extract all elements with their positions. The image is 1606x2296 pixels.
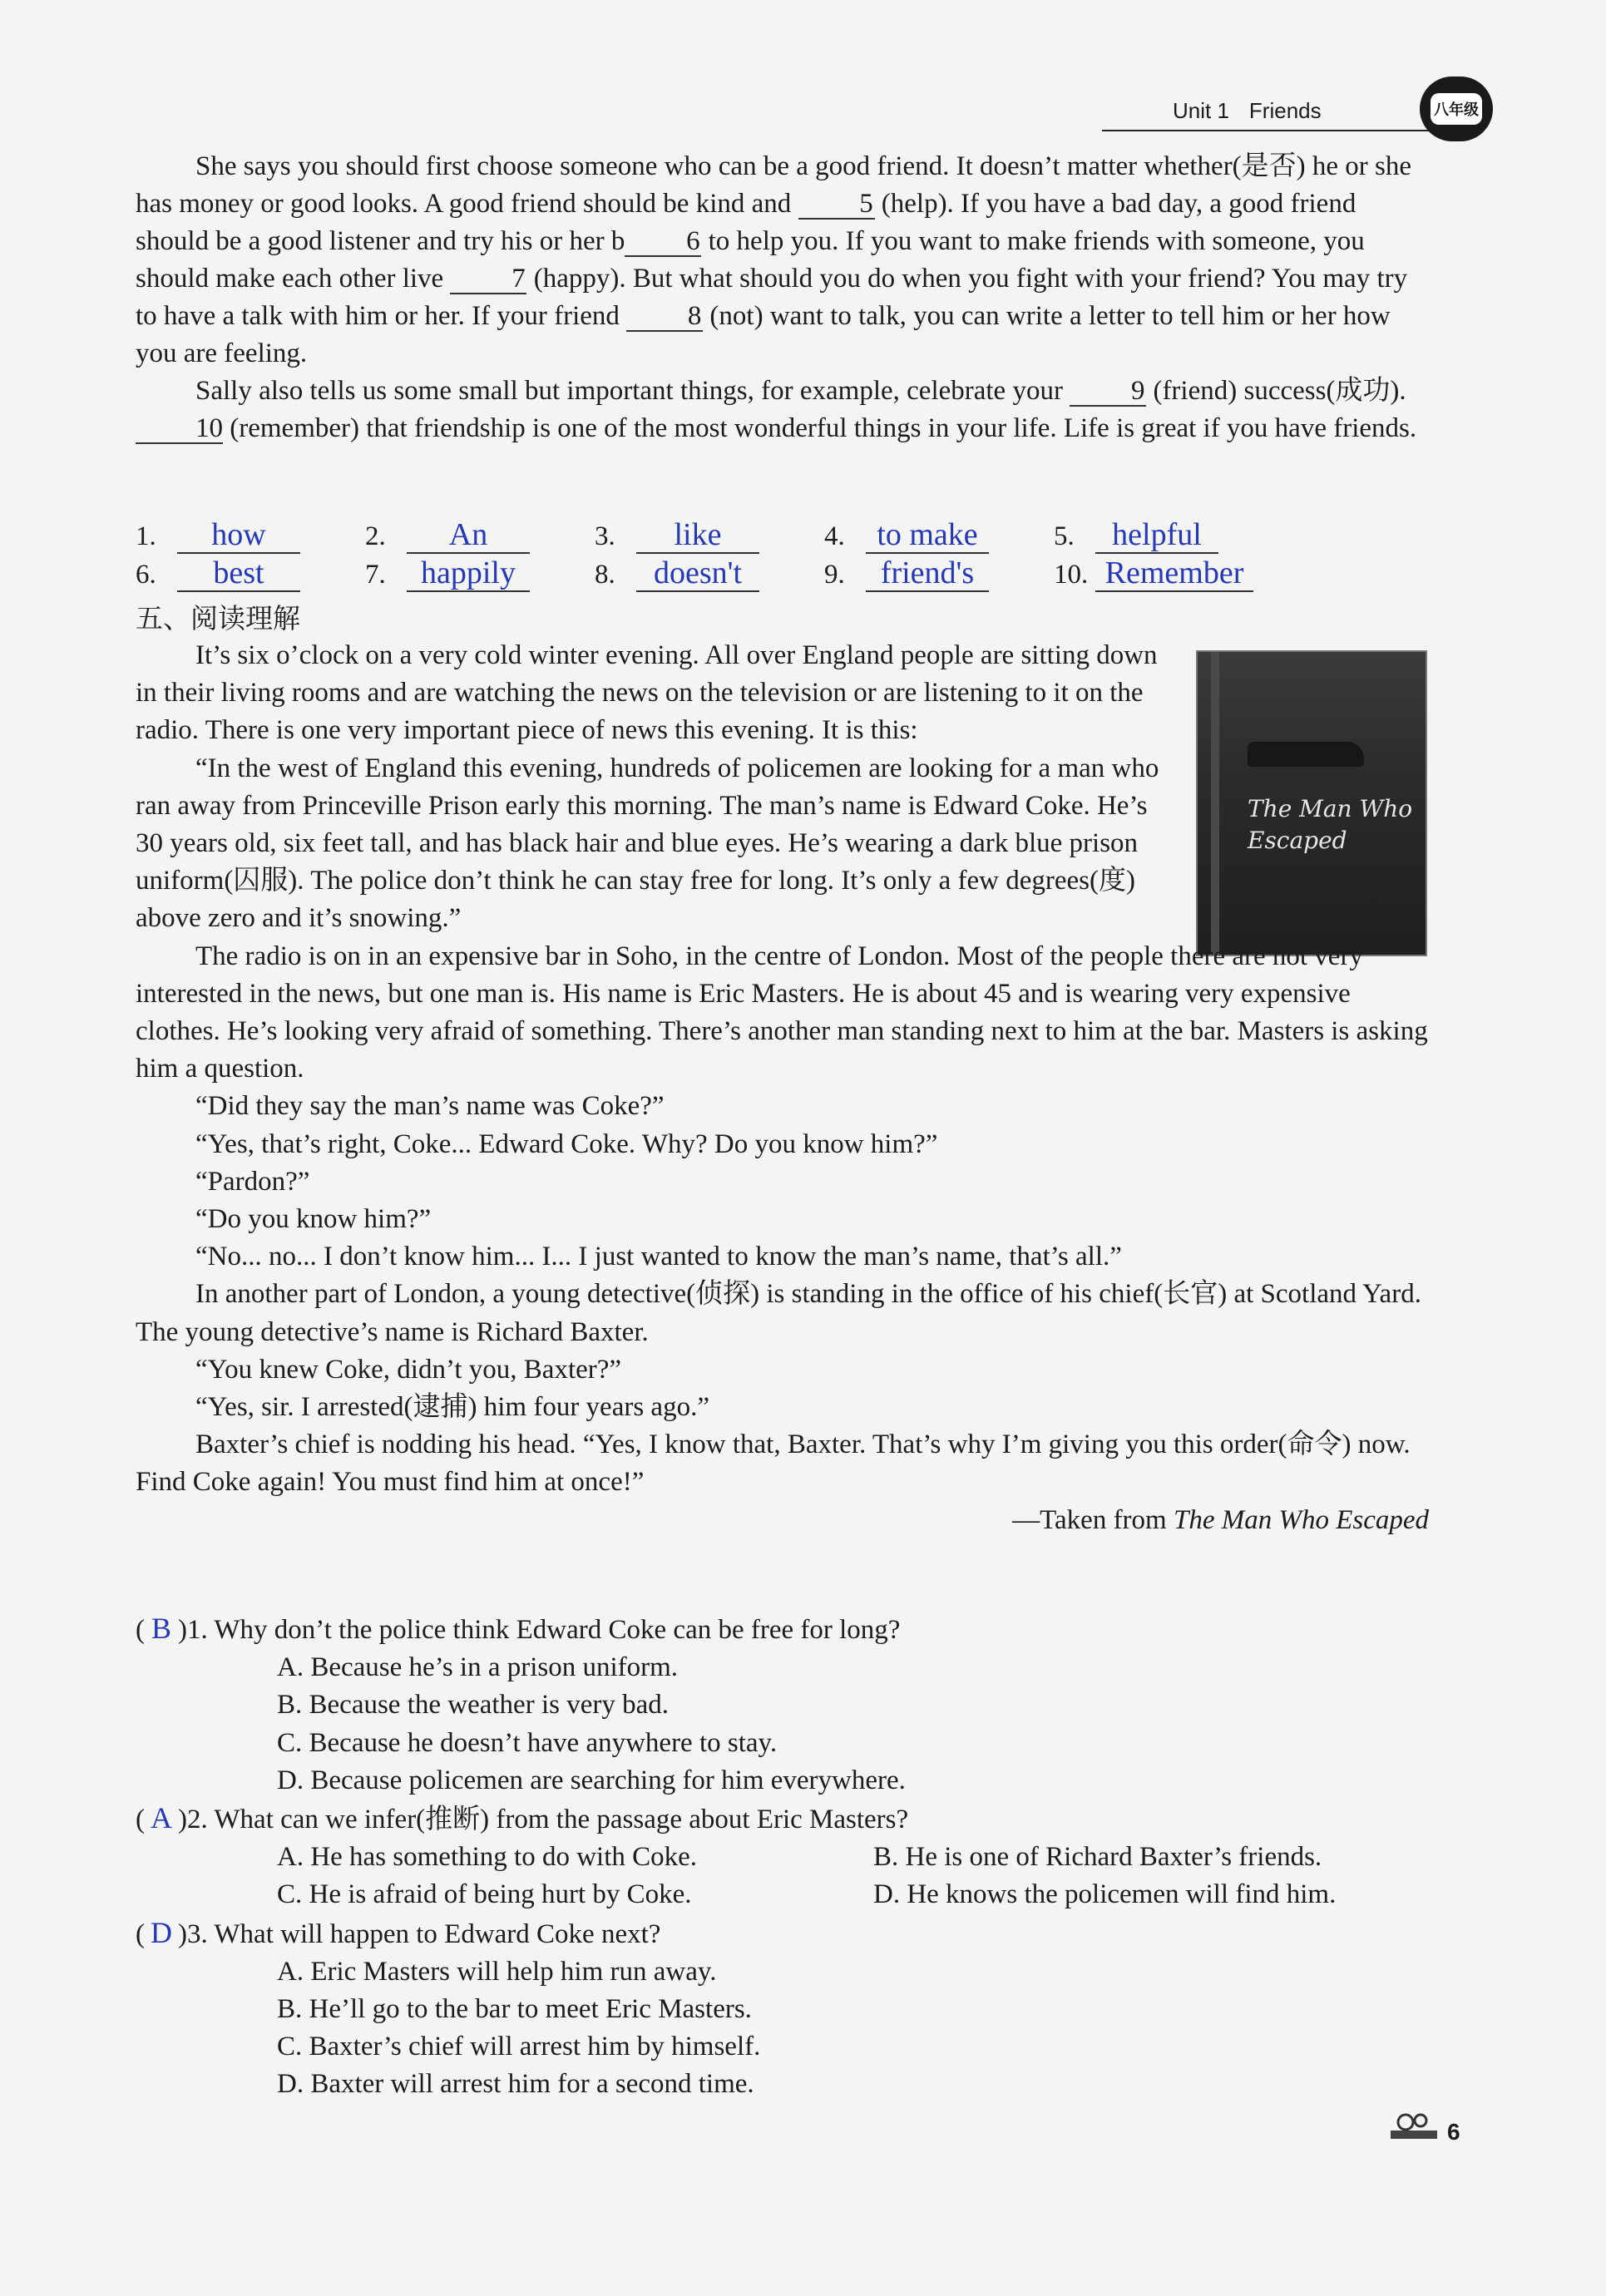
answer-value: friend's — [866, 555, 989, 592]
answer-item — [824, 517, 989, 554]
answer-item — [365, 555, 530, 592]
cloze-answers — [136, 517, 1466, 594]
question-number: )1. — [178, 1615, 208, 1645]
passage-paragraph: “Did they say the man’s name was Coke?” — [195, 1091, 665, 1122]
answer-value: like — [636, 517, 759, 554]
book-cover-title: The Man Who Escaped — [1248, 795, 1413, 854]
cloze-text: (help). If you have a bad day, a good friend should be a good listener and try his or her b — [136, 189, 1356, 256]
cloze-text: (friend) success(成功). — [1153, 376, 1406, 406]
answer-number: 8. — [595, 560, 615, 590]
blank-5: 5 — [798, 190, 875, 220]
reading-passage — [136, 637, 1429, 1539]
paren-open: ( — [136, 1918, 145, 1949]
header-rule — [1102, 130, 1474, 131]
answer-value: to make — [866, 517, 989, 554]
answer-number: 4. — [824, 521, 845, 551]
option-row — [136, 1876, 1466, 1913]
source-title: The Man Who Escaped — [1173, 1504, 1429, 1535]
answer-number: 5. — [1054, 521, 1075, 551]
cloze-text: She says you should first choose someone who can be a good friend. It doesn’t matter whether(是否) he or she has money or good looks. A good friend should be kind and — [136, 151, 1412, 219]
page-number: 6 — [1447, 2119, 1460, 2145]
passage-paragraph: “You knew Coke, didn’t you, Baxter?” — [195, 1354, 622, 1385]
grade-badge-label: 八年级 — [1431, 93, 1482, 125]
section-title: 五、阅读理解 — [136, 602, 300, 634]
paren-open: ( — [136, 1615, 145, 1645]
option: A. Eric Masters will help him run away. — [277, 1956, 717, 1987]
answer-item — [136, 555, 300, 592]
option: B. He’ll go to the bar to meet Eric Masters. — [277, 1994, 752, 2024]
answer-row-2 — [136, 555, 1466, 594]
answer-item — [595, 555, 759, 592]
cloze-text: to help you. If you want to make friends with someone, you should make each other live — [136, 226, 1365, 294]
cloze-text: (remember) that friendship is one of the most wonderful things in your life. Life is great if you have friends. — [230, 413, 1417, 443]
answer-item — [595, 517, 759, 554]
cloze-passage — [136, 148, 1429, 447]
cloze-paragraph-1 — [136, 148, 1429, 373]
option: C. He is afraid of being hurt by Coke. — [277, 1879, 692, 1910]
answer-row-1 — [136, 517, 1466, 555]
passage-source — [136, 1502, 1429, 1539]
cloze-text: Sally also tells us some small but important things, for example, celebrate your — [195, 376, 1063, 406]
answer-value: An — [407, 517, 530, 554]
cloze-text: (happy). But what should you do when you fight with your friend? You may try to have a talk with him or her. If your friend — [136, 264, 1408, 331]
answer-number: 2. — [365, 521, 386, 551]
grade-badge-icon — [1420, 77, 1493, 141]
answer-number: 10. — [1054, 560, 1089, 590]
question-answer: A — [151, 1801, 172, 1835]
blank-9: 9 — [1070, 377, 1146, 407]
option: C. Because he doesn’t have anywhere to stay. — [277, 1727, 778, 1758]
header-text — [1173, 98, 1322, 124]
answer-value: how — [177, 517, 300, 554]
passage-paragraph: “Yes, sir. I arrested(逮捕) him four years ago.” — [195, 1392, 709, 1423]
question-answer: B — [151, 1612, 171, 1645]
option: B. He is one of Richard Baxter’s friends. — [873, 1842, 1322, 1873]
answer-value: happily — [407, 555, 530, 592]
blank-7: 7 — [450, 264, 526, 294]
passage-paragraph: “Pardon?” — [195, 1166, 310, 1197]
passage-paragraph: The radio is on in an expensive bar in Soho, in the centre of London. Most of the people there are not very interested in the news, but one man is. His name is Eric Masters. He is about 45 and is wearing very expensive clothes. He’s looking very afraid of something. There’s another man standing next to him at the bar. Masters is asking him a question. — [136, 941, 1428, 1084]
answer-item — [136, 517, 300, 554]
question-number: )3. — [178, 1918, 208, 1949]
answer-value: doesn't — [636, 555, 759, 592]
question-answer: D — [151, 1915, 172, 1949]
passage-paragraph: “Do you know him?” — [195, 1204, 432, 1235]
answer-number: 9. — [824, 560, 845, 590]
source-prefix: —Taken from — [1012, 1504, 1174, 1535]
question-text: What will happen to Edward Coke next? — [214, 1918, 661, 1949]
option: A. Because he’s in a prison uniform. — [277, 1652, 679, 1683]
question-text: What can we infer(推断) from the passage about Eric Masters? — [214, 1805, 909, 1835]
option: A. He has something to do with Coke. — [277, 1842, 698, 1873]
passage-paragraph: “No... no... I don’t know him... I... I just wanted to know the man’s name, that’s all.” — [195, 1242, 1122, 1272]
answer-value: helpful — [1095, 517, 1218, 554]
answer-number: 6. — [136, 560, 156, 590]
book-stack-icon — [1387, 2112, 1445, 2142]
cloze-paragraph-2 — [136, 373, 1429, 447]
answer-item — [365, 517, 530, 554]
question-2 — [136, 1800, 1466, 1839]
header-title: Friends — [1248, 98, 1322, 123]
answer-number: 3. — [595, 521, 615, 551]
passage-paragraph: “In the west of England this evening, hundreds of policemen are looking for a man who ran away from Princeville Prison early this morning. The man’s name is Edward Coke. He’s 30 years old, six feet tall, and has black hair and blue eyes. He’s wearing a dark blue prison uniform(囚服). The police don’t think he can stay free for long. It’s only a few degrees(度) above zero and it’s snowing.” — [136, 753, 1159, 934]
header-unit: Unit 1 — [1173, 98, 1229, 123]
option-row — [136, 1839, 1466, 1876]
option: D. He knows the policemen will find him. — [873, 1879, 1337, 1910]
cloze-text: (not) want to talk, you can write a letter to tell him or her how you are feeling. — [136, 301, 1391, 368]
option: D. Baxter will arrest him for a second time. — [277, 2069, 754, 2100]
option: B. Because the weather is very bad. — [277, 1690, 669, 1721]
blank-10: 10 — [136, 414, 223, 444]
question-number: )2. — [178, 1805, 208, 1835]
question-text: Why don’t the police think Edward Coke can be free for long? — [214, 1615, 901, 1645]
answer-item — [1054, 517, 1218, 554]
answer-value: Remember — [1095, 555, 1253, 592]
passage-paragraph: “Yes, that’s right, Coke... Edward Coke. Why? Do you know him?” — [195, 1128, 938, 1159]
passage-paragraph: In another part of London, a young detective(侦探) is standing in the office of his chief(长官) at Scotland Yard. The young detective’s name is Richard Baxter. — [136, 1279, 1421, 1347]
option: C. Baxter’s chief will arrest him by himself. — [277, 2032, 761, 2062]
question-1 — [136, 1610, 1466, 1649]
answer-number: 7. — [365, 560, 386, 590]
blank-8: 8 — [626, 302, 703, 332]
passage-paragraph: It’s six o’clock on a very cold winter evening. All over England people are sitting down in their living rooms and are watching the news on the television or are listening to it on the radio. There is one very important piece of news this evening. It is this: — [136, 640, 1158, 746]
questions — [136, 1610, 1466, 2104]
blank-6: 6 — [625, 227, 701, 257]
paren-open: ( — [136, 1805, 145, 1835]
answer-item — [824, 555, 989, 592]
passage-paragraph: Baxter’s chief is nodding his head. “Yes, I know that, Baxter. That’s why I’m giving you this order(命令) now. Find Coke again! You must find him at once!” — [136, 1429, 1411, 1498]
answer-value: best — [177, 555, 300, 592]
answer-number: 1. — [136, 521, 156, 551]
option: D. Because policemen are searching for him everywhere. — [277, 1765, 906, 1795]
question-3 — [136, 1914, 1466, 1953]
answer-item — [1054, 555, 1253, 592]
